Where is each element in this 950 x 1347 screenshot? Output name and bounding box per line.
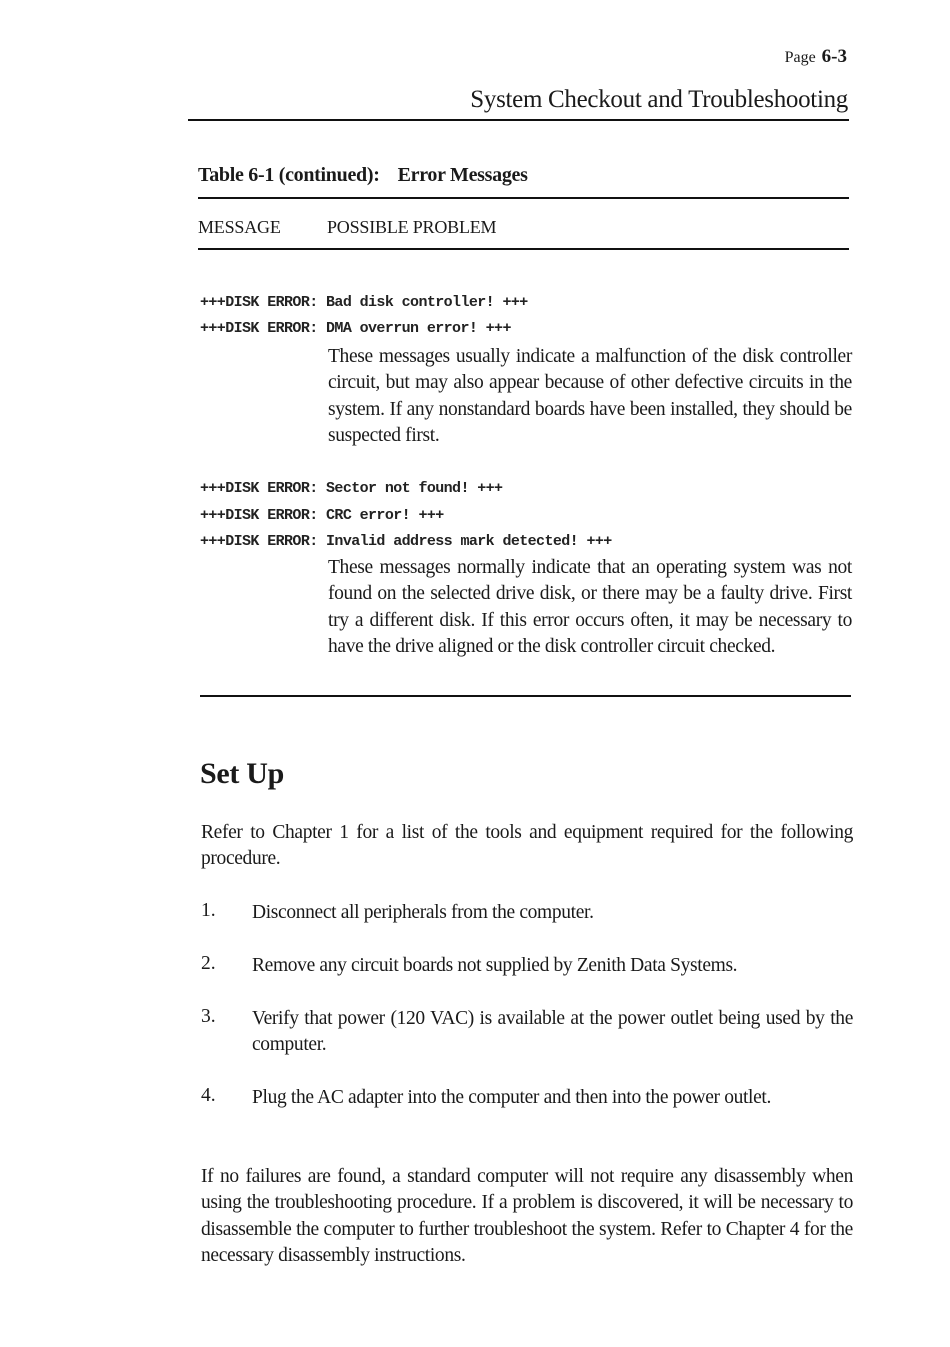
page-label: Page — [784, 49, 816, 66]
step-text: Remove any circuit boards not supplied by Zenith Data Systems. — [252, 955, 738, 976]
header-rule — [188, 119, 849, 121]
setup-intro: Refer to Chapter 1 for a list of the tools and equipment required for the following procedure. — [201, 822, 853, 870]
error-description: These messages normally indicate that an operating system was not found on the selected drive disk, or there may be a faulty drive. First try a different disk. If this error occurs often, it may be necessary to have the drive aligned or the disk controller circuit checked. — [328, 557, 852, 658]
step-number: 4. — [201, 1085, 216, 1106]
column-header-problem: POSSIBLE PROBLEM — [327, 217, 497, 237]
table-caption-title: Error Messages — [397, 164, 528, 186]
step-text: Plug the AC adapter into the computer and then into the power outlet. — [252, 1087, 772, 1108]
error-message: +++DISK ERROR: CRC error! +++ — [200, 507, 444, 524]
page-number-value: 6-3 — [821, 46, 847, 67]
table-caption-number: Table 6-1 (continued): — [198, 164, 380, 186]
error-message: +++DISK ERROR: Bad disk controller! +++ — [200, 294, 528, 311]
table-bottom-rule — [200, 695, 851, 697]
step-text: Verify that power (120 VAC) is available at the power outlet being used by the computer. — [252, 1008, 853, 1056]
table-top-rule — [198, 197, 849, 199]
step-number: 1. — [201, 900, 216, 921]
step-number: 3. — [201, 1006, 216, 1027]
step-text: Disconnect all peripherals from the computer. — [252, 902, 594, 923]
table-header-rule — [198, 248, 849, 250]
step-number: 2. — [201, 953, 216, 974]
error-description: These messages usually indicate a malfunction of the disk controller circuit, but may also appear because of other defective circuits in the system. If any nonstandard boards have been installed, they should be suspected first. — [328, 346, 852, 447]
section-title: Set Up — [200, 757, 285, 790]
error-message: +++DISK ERROR: Sector not found! +++ — [200, 480, 503, 497]
setup-closing: If no failures are found, a standard computer will not require any disassembly when using the troubleshooting procedure. If a problem is discovered, it will be necessary to disassemble the computer to further troubleshoot the system. Refer to Chapter 4 for the necessary disassembly instructions. — [201, 1166, 853, 1267]
table-caption — [198, 164, 528, 187]
error-message: +++DISK ERROR: DMA overrun error! +++ — [200, 320, 511, 337]
page-number — [785, 46, 847, 68]
chapter-title: System Checkout and Troubleshooting — [470, 86, 848, 113]
column-header-message: MESSAGE — [198, 217, 281, 237]
error-message: +++DISK ERROR: Invalid address mark detected! +++ — [200, 533, 612, 550]
